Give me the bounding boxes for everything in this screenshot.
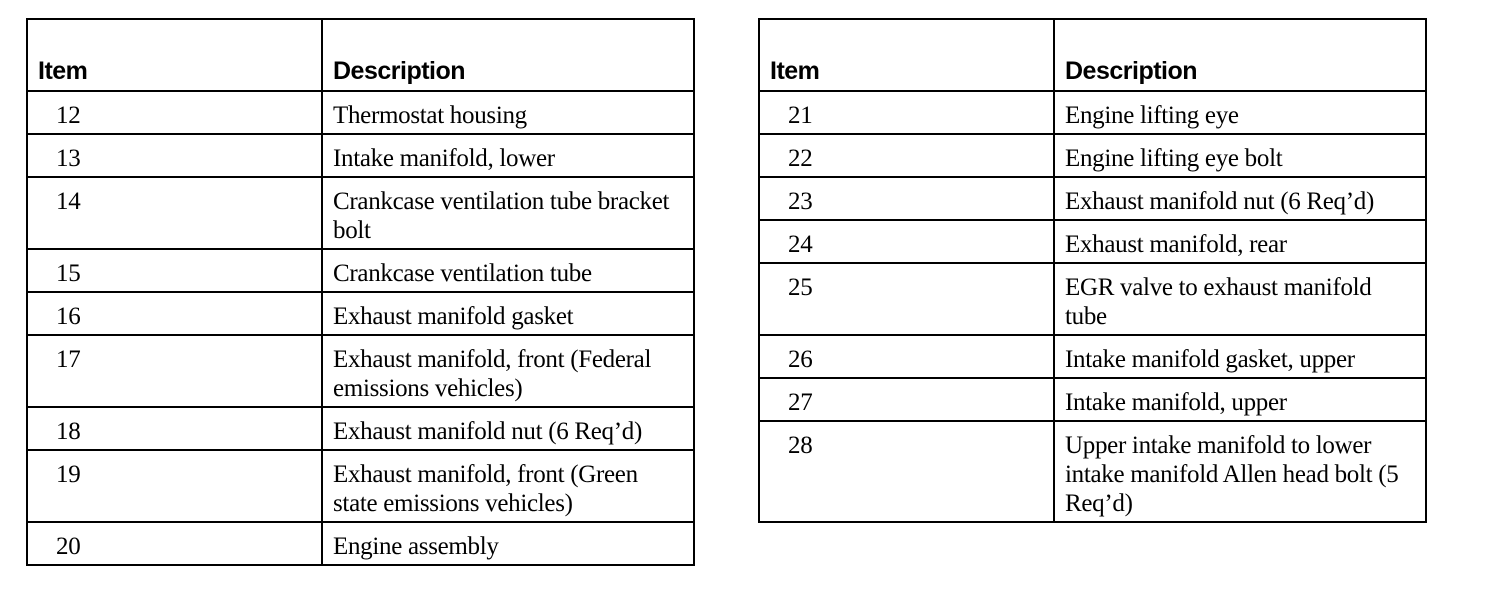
item-number: 20 (27, 522, 322, 565)
description-column-header: Description (322, 19, 694, 91)
table-row (27, 407, 694, 450)
item-description: Upper intake manifold to lower intake manifold Allen head bolt (5 Req’d) (1054, 421, 1426, 522)
item-number: 23 (759, 177, 1054, 220)
item-description: Exhaust manifold gasket (322, 292, 694, 335)
table-row (759, 91, 1426, 134)
item-description: Exhaust manifold nut (6 Req’d) (1054, 177, 1426, 220)
parts-table-right (758, 18, 1427, 523)
item-number: 26 (759, 335, 1054, 378)
item-column-header: Item (759, 19, 1054, 91)
item-description: Crankcase ventilation tube (322, 249, 694, 292)
item-number: 13 (27, 134, 322, 177)
table-row (27, 292, 694, 335)
header-row (759, 19, 1426, 91)
table-row (759, 378, 1426, 421)
table-row (759, 134, 1426, 177)
item-column-header: Item (27, 19, 322, 91)
item-number: 18 (27, 407, 322, 450)
item-description: Engine lifting eye (1054, 91, 1426, 134)
item-description: Crankcase ventilation tube bracket bolt (322, 177, 694, 249)
item-number: 16 (27, 292, 322, 335)
item-description: Exhaust manifold, front (Green state emissions vehicles) (322, 450, 694, 522)
table-row (27, 91, 694, 134)
table-row (27, 522, 694, 565)
table-row (759, 220, 1426, 263)
item-number: 28 (759, 421, 1054, 522)
table-row (27, 177, 694, 249)
item-number: 21 (759, 91, 1054, 134)
item-description: Exhaust manifold, rear (1054, 220, 1426, 263)
item-number: 17 (27, 335, 322, 407)
item-description: Engine lifting eye bolt (1054, 134, 1426, 177)
item-description: Thermostat housing (322, 91, 694, 134)
table-row (27, 335, 694, 407)
item-number: 27 (759, 378, 1054, 421)
item-number: 22 (759, 134, 1054, 177)
table-row (759, 335, 1426, 378)
item-description: EGR valve to exhaust manifold tube (1054, 263, 1426, 335)
item-number: 15 (27, 249, 322, 292)
table-row (759, 177, 1426, 220)
table-row (27, 134, 694, 177)
item-description: Intake manifold, lower (322, 134, 694, 177)
item-number: 14 (27, 177, 322, 249)
table-row (759, 421, 1426, 522)
item-number: 19 (27, 450, 322, 522)
item-description: Engine assembly (322, 522, 694, 565)
item-number: 12 (27, 91, 322, 134)
item-number: 24 (759, 220, 1054, 263)
description-column-header: Description (1054, 19, 1426, 91)
item-number: 25 (759, 263, 1054, 335)
header-row (27, 19, 694, 91)
table-row (27, 249, 694, 292)
item-description: Exhaust manifold, front (Federal emissions vehicles) (322, 335, 694, 407)
item-description: Exhaust manifold nut (6 Req’d) (322, 407, 694, 450)
table-row (27, 450, 694, 522)
item-description: Intake manifold gasket, upper (1054, 335, 1426, 378)
table-row (759, 263, 1426, 335)
item-description: Intake manifold, upper (1054, 378, 1426, 421)
parts-table-left (26, 18, 695, 566)
